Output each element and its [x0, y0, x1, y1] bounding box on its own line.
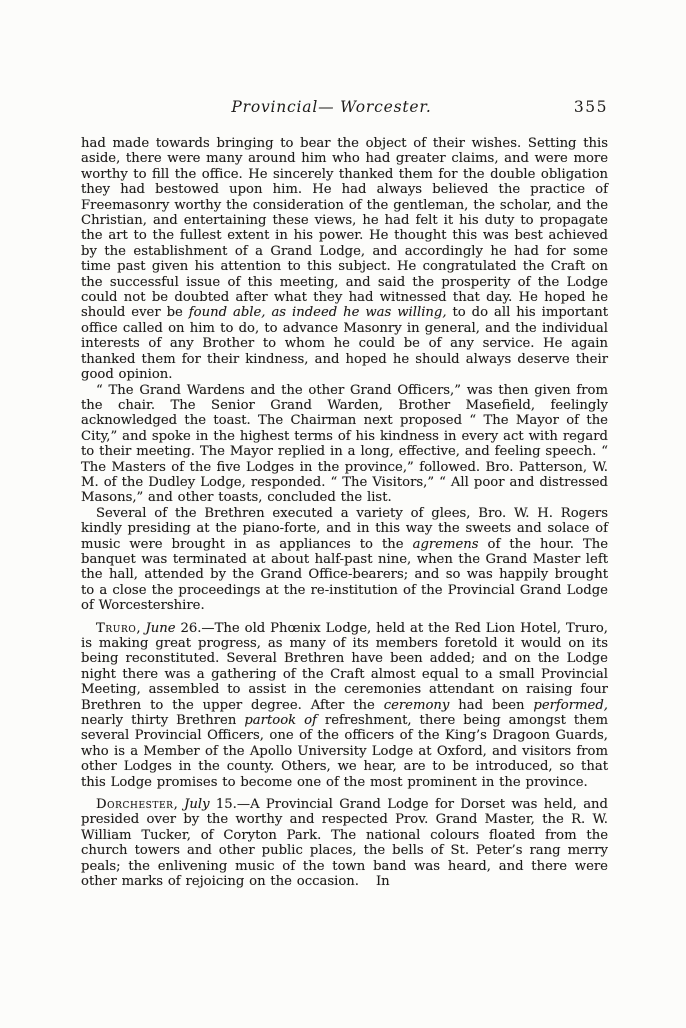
dateline-month: July	[184, 797, 210, 813]
text-block	[81, 98, 608, 890]
page-number: 355	[573, 98, 608, 116]
text-segment: refreshment, there being amongst them several Provincial Officers, one of the officers of the King’s Dragoon Guards, who is a Member of the Apollo University Lodge at Oxford, and visitors from other Lodges in the county. Others, we hear, are to be introduced, so that this Lodge promises to become one of the most prominent in the province.	[81, 713, 609, 790]
text-segment-italic: performed,	[533, 697, 608, 713]
text-segment: ,	[173, 797, 185, 813]
paragraph-5-dorchester	[81, 797, 608, 889]
text-segment: had made towards bringing to bear the object of their wishes. Setting this aside, there were many around him who had greater claims, and were more worthy to fill the office. He sincerely thanked them for the double obligation they had bestowed upon him. He had always believed the practice of Freemasonry worthy the consideration of the gentleman, the scholar, and the Christian, and entertaining these views, he had felt it his duty to propagate the art to the fullest extent in his power. He thought this was best achieved by the establishment of a Grand Lodge, and accordingly he had for some time past given his attention to this subject. He congratulated the Craft on the successful issue of this meeting, and said the prosperity of the Lodge could not be doubted after what they had witnessed that day. He hoped he should ever be	[81, 136, 608, 321]
dateline-month: June	[145, 620, 176, 636]
dateline-place: Dorchester	[96, 797, 174, 813]
text-segment: 26.—The old Phœnix Lodge, held at the Red Lion Hotel, Truro, is making great progress, as many of its members foretold it would on its being reconstituted. Several Brethren have been added; and on the Lodge night there was a gathering of the Craft almost equal to a small Provincial Meeting, assembled to assist in the ceremonies attendant on raising four Brethren to the upper degree. After the	[81, 620, 608, 713]
text-segment: had been	[449, 697, 534, 713]
running-title: Provincial— Worcester.	[231, 98, 432, 116]
text-segment: ,	[136, 620, 146, 636]
paragraph-2	[81, 383, 608, 506]
text-segment: of the hour. The banquet was terminated at about half-past nine, when the Grand Master left the hall, attended by the Grand Office-bearers; and so was happily brought to a close the proceedings at the re-institution of the Provincial Grand Lodge of Worcestershire.	[81, 536, 608, 614]
text-segment: Several of the Brethren executed a variety of glees, Bro. W. H. Rogers kindly presiding at the piano-forte, and in this way the sweets and solace of music were brought in as appliances to the	[81, 505, 608, 552]
dateline-place: Truro	[96, 620, 137, 636]
text-segment: “ The Grand Wardens and the other Grand Officers,” was then given from the chair. The Senior Grand Warden, Brother Masefield, feelingly acknowledged the toast. The Chairman next proposed “ The Mayor of the City,” and spoke in the highest terms of his kindness in every act with regard to their meeting. The Mayor replied in a long, effective, and feeling speech. “ The Masters of the five Lodges in the province,” followed. Bro. Patterson, W. M. of the Dudley Lodge, responded. “ The Visitors,” “ All poor and distressed Masons,” and other toasts, concluded the list.	[81, 382, 608, 506]
text-segment: to do all his important office called on him to do, to advance Masonry in general, and the individual interests of any Brother to whom he could be of any service. He again thanked them for their kindness, and hoped he should always deserve their good opinion.	[81, 305, 609, 383]
paragraph-1	[81, 136, 608, 383]
page-header	[81, 98, 608, 117]
paragraph-3	[81, 506, 608, 614]
text-segment-italic: partook of	[244, 713, 317, 729]
text-segment-italic: found able, as indeed he was willing,	[188, 305, 447, 321]
text-segment-italic: agremens	[412, 536, 479, 552]
paragraph-4-truro	[81, 621, 608, 790]
catchword: In	[375, 874, 390, 890]
text-segment: nearly thirty Brethren	[81, 713, 245, 729]
text-segment-italic: ceremony	[383, 697, 450, 713]
text-segment: 15.—A Provincial Grand Lodge for Dorset was held, and presided over by the worthy and respected Prov. Grand Master, the R. W. William Tucker, of Coryton Park. The national colours floated from the church towers and other public places, the bells of St. Peter’s rang merry peals; the enlivening music of the town band was heard, and there were other marks of rejoicing on the occasion.	[81, 797, 608, 890]
